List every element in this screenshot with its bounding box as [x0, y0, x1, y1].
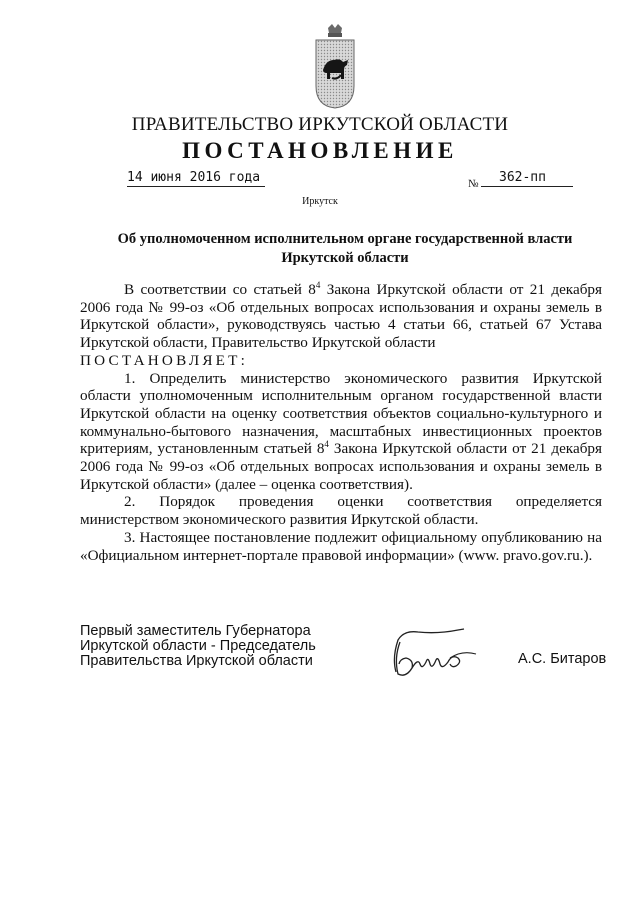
document-body [80, 281, 602, 564]
signature-icon [378, 628, 493, 680]
preamble-text-a: В соответствии со статьей 8 [124, 281, 316, 298]
coat-of-arms-icon [314, 22, 356, 110]
item-1-text-b: Закона Иркутской области от 21 декабря 2006 года № 99-оз «Об отдельных вопросах использования и охраны земель в Иркутской области» (далее – оценка соответствия). [80, 440, 603, 493]
position-line-3: Правительства Иркутской области [80, 653, 313, 669]
city-name: Иркутск [302, 196, 338, 207]
resolves-heading: ПОСТАНОВЛЯЕТ: [80, 351, 249, 369]
government-name: ПРАВИТЕЛЬСТВО ИРКУТСКОЙ ОБЛАСТИ [131, 114, 509, 135]
preamble-paragraph [80, 281, 602, 352]
signer-name: А.С. Битаров [518, 651, 607, 667]
number-label: № [468, 178, 479, 190]
document-type: ПОСТАНОВЛЕНИЕ [182, 138, 458, 163]
item-2: 2. Порядок проведения оценки соответствия определяется министерством экономического развития Иркутской области. [80, 493, 602, 529]
item-3: 3. Настоящее постановление подлежит официальному опубликованию на «Официальном интернет-портале правовой информации» (www. pravo.gov.ru.). [80, 528, 602, 564]
document-number: 362-пп [481, 170, 573, 187]
signer-position [80, 624, 316, 669]
preamble-text-b: Закона Иркутской области от 21 декабря 2006 года № 99-оз «Об отдельных вопросах использования и охраны земель в Иркутской области», руководствуясь частью 4 статьи 66, статьей 67 Устава Иркутской области, Правительство Иркутской области [80, 281, 603, 352]
preamble-superscript: 4 [315, 279, 321, 290]
item-1 [80, 370, 602, 494]
item-1-superscript: 4 [324, 439, 329, 450]
position-line-2: Иркутской области - Председатель [80, 638, 316, 654]
item-1-text-a: 1. Определить министерство экономического развития Иркутской области уполномоченным исполнительным органом государственной власти Иркутской области на оценку соответствия объектов социально-культурного и коммунально-бытового назначения, масштабных инвестиционных проектов критериям, установленным статьей 8 [80, 369, 602, 458]
document-date: 14 июня 2016 года [127, 170, 265, 187]
position-line-1: Первый заместитель Губернатора [80, 623, 311, 639]
document-title: Об уполномоченном исполнительном органе государственной власти Иркутской области [117, 231, 573, 266]
